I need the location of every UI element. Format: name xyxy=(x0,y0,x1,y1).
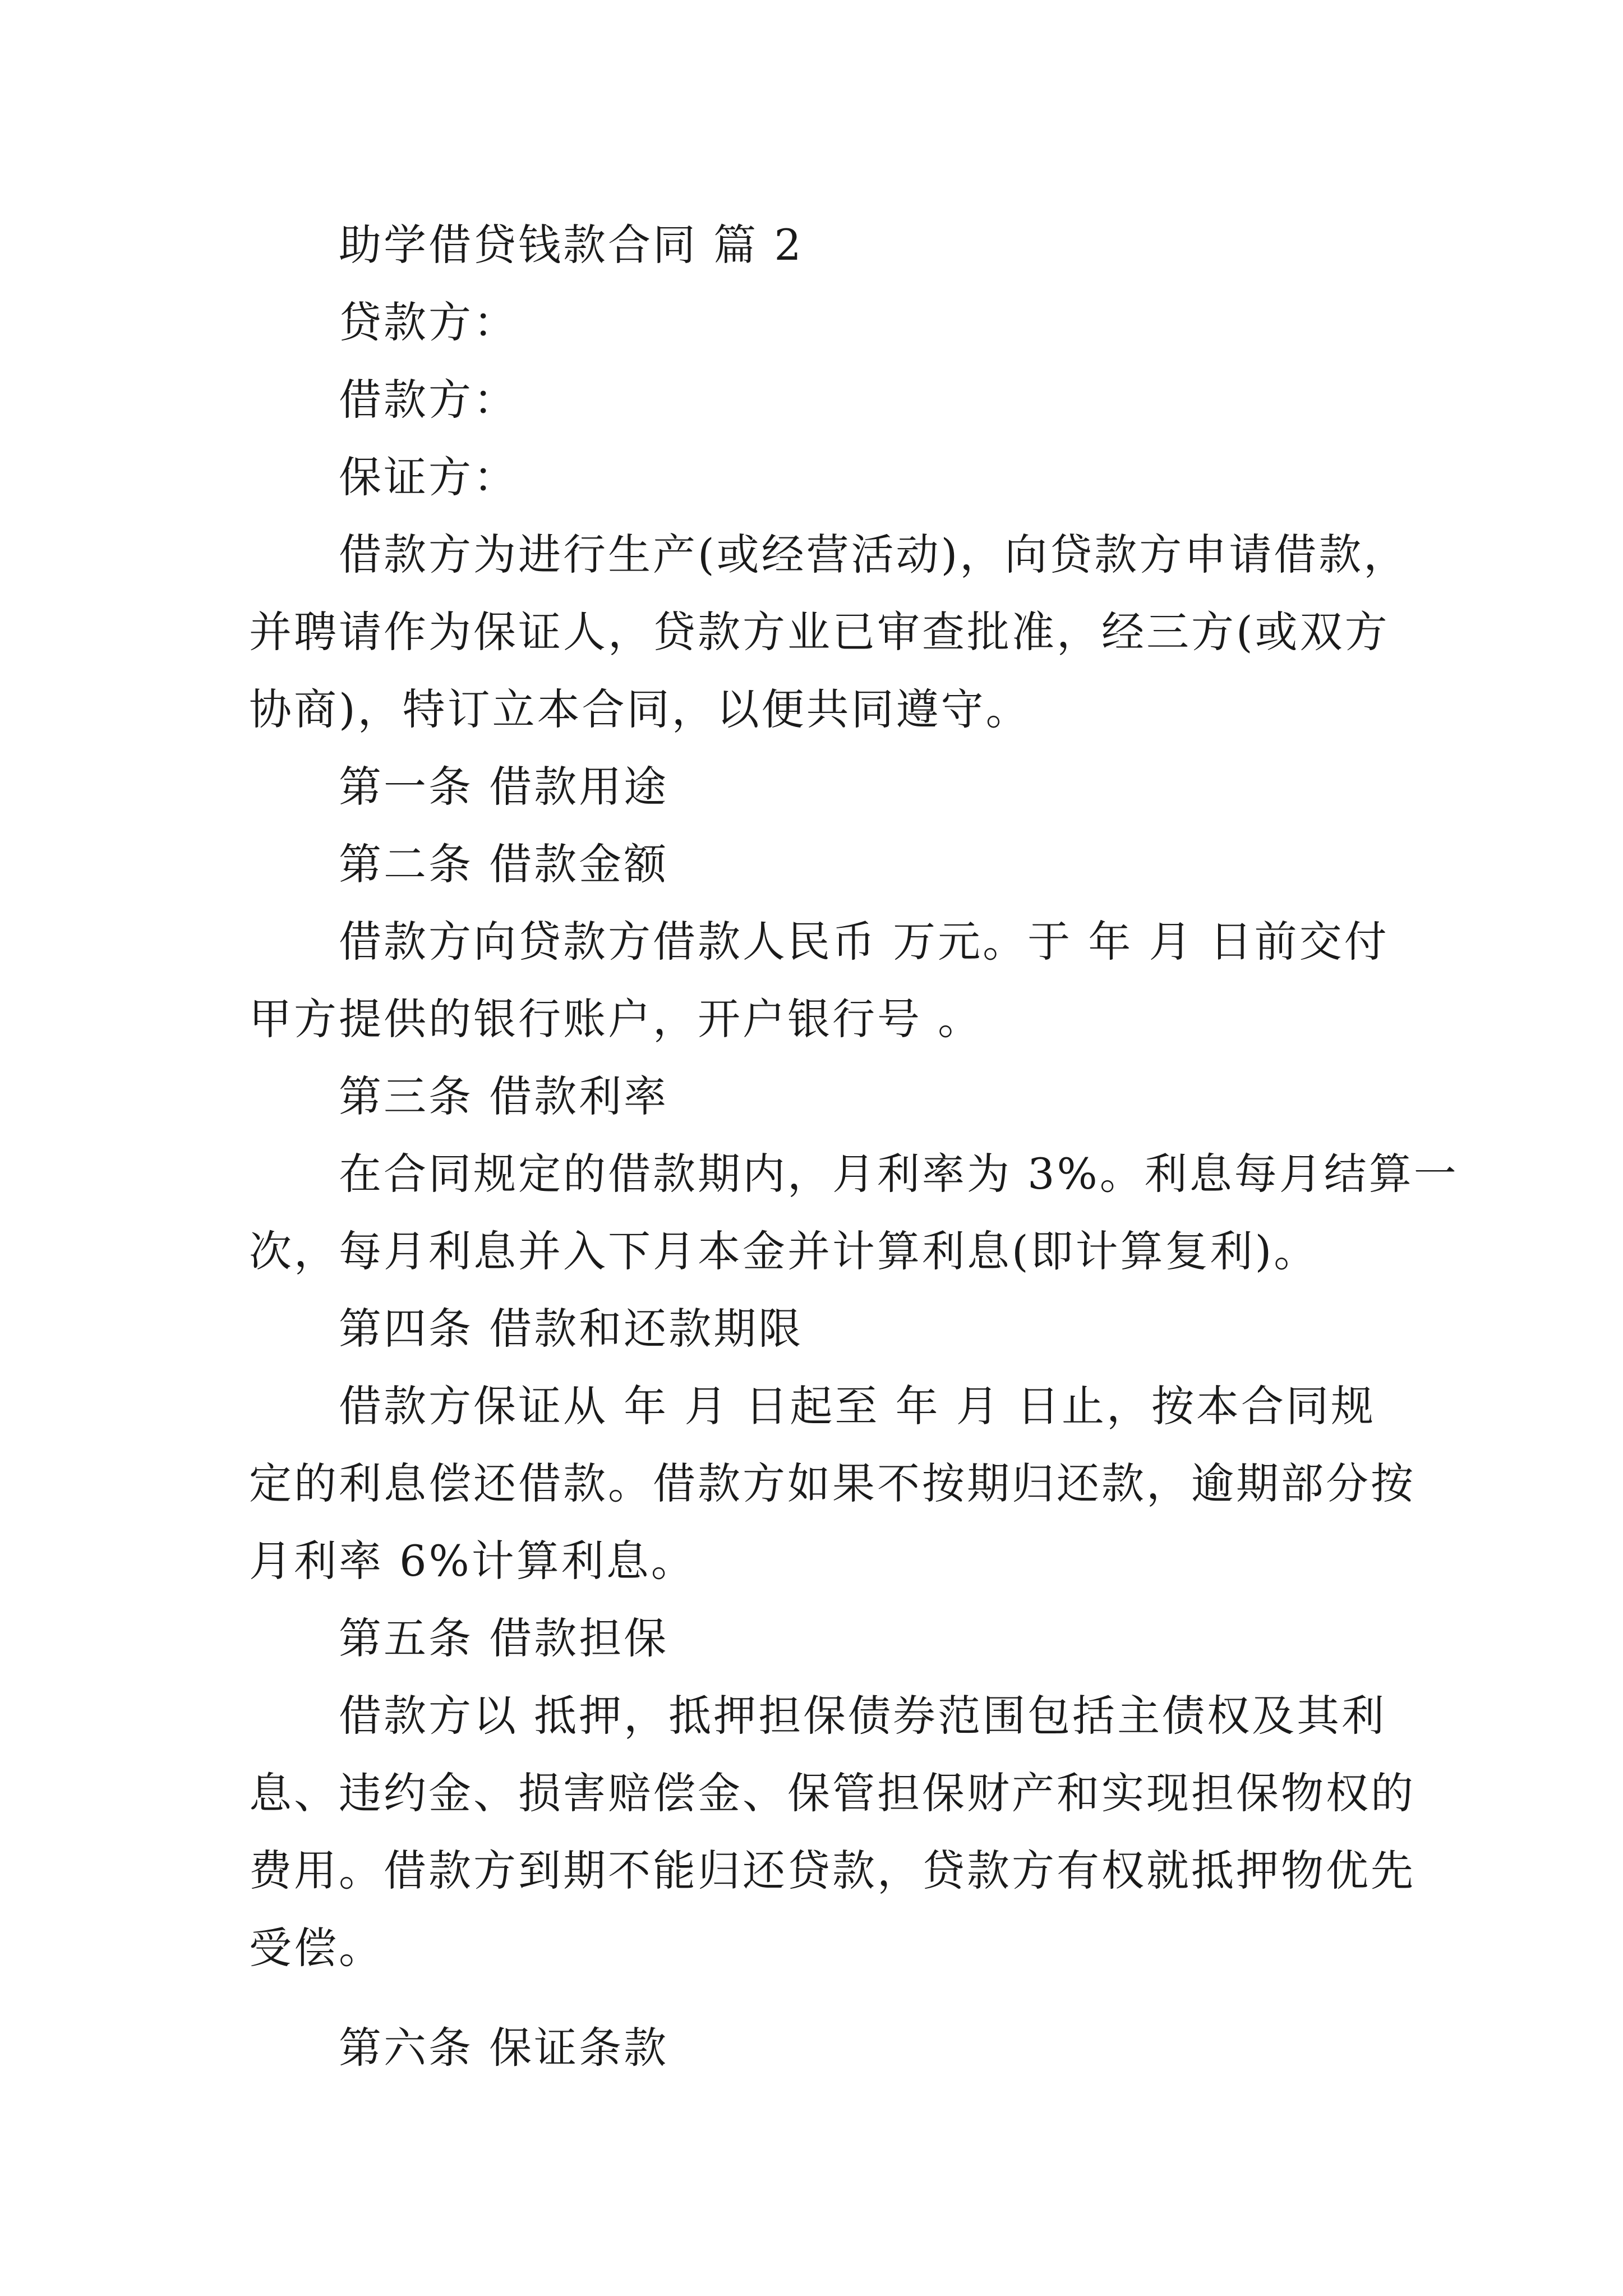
article-heading: 第一条 借款用途 xyxy=(339,762,669,812)
article-heading: 第四条 借款和还款期限 xyxy=(339,1304,804,1354)
article-heading: 第二条 借款金额 xyxy=(339,839,669,889)
article-body-line: 次，每月利息并入下月本金并计算利息(即计算复利)。 xyxy=(249,1226,1319,1276)
article-heading: 第五条 借款担保 xyxy=(339,1613,669,1663)
article-body-line: 定的利息偿还借款。借款方如果不按期归还款，逾期部分按 xyxy=(249,1458,1415,1508)
borrower-line: 借款方： xyxy=(339,375,518,425)
article-body-line: 借款方向贷款方借款人民币 万元。于 年 月 日前交付 xyxy=(339,917,1389,967)
article-body-line: 月利率 6%计算利息。 xyxy=(249,1536,696,1586)
lender-line: 贷款方： xyxy=(339,297,518,347)
preamble-line: 借款方为进行生产(或经营活动)，向贷款方申请借款， xyxy=(339,530,1409,579)
guarantor-line: 保证方： xyxy=(339,452,518,502)
article-body-line: 息、违约金、损害赔偿金、保管担保财产和实现担保物权的 xyxy=(249,1768,1415,1818)
article-body-line: 甲方提供的银行账户，开户银行号 。 xyxy=(249,994,983,1044)
article-heading: 第六条 保证条款 xyxy=(339,2023,669,2073)
article-heading: 第三条 借款利率 xyxy=(339,1071,669,1121)
document-title: 助学借贷钱款合同 篇 2 xyxy=(339,220,804,270)
contract-body xyxy=(249,206,1459,2087)
article-body-line: 在合同规定的借款期内，月利率为 3%。利息每月结算一 xyxy=(339,1149,1459,1199)
article-body-line: 受偿。 xyxy=(249,1923,384,1973)
article-body-line: 费用。借款方到期不能归还贷款，贷款方有权就抵押物优先 xyxy=(249,1846,1415,1895)
article-body-line: 借款方保证从 年 月 日起至 年 月 日止，按本合同规 xyxy=(339,1381,1376,1431)
preamble-line: 协商)，特订立本合同，以便共同遵守。 xyxy=(249,684,1031,734)
preamble-line: 并聘请作为保证人，贷款方业已审查批准，经三方(或双方 xyxy=(249,607,1390,657)
article-body-line: 借款方以 抵押，抵押担保债券范围包括主债权及其利 xyxy=(339,1691,1387,1741)
